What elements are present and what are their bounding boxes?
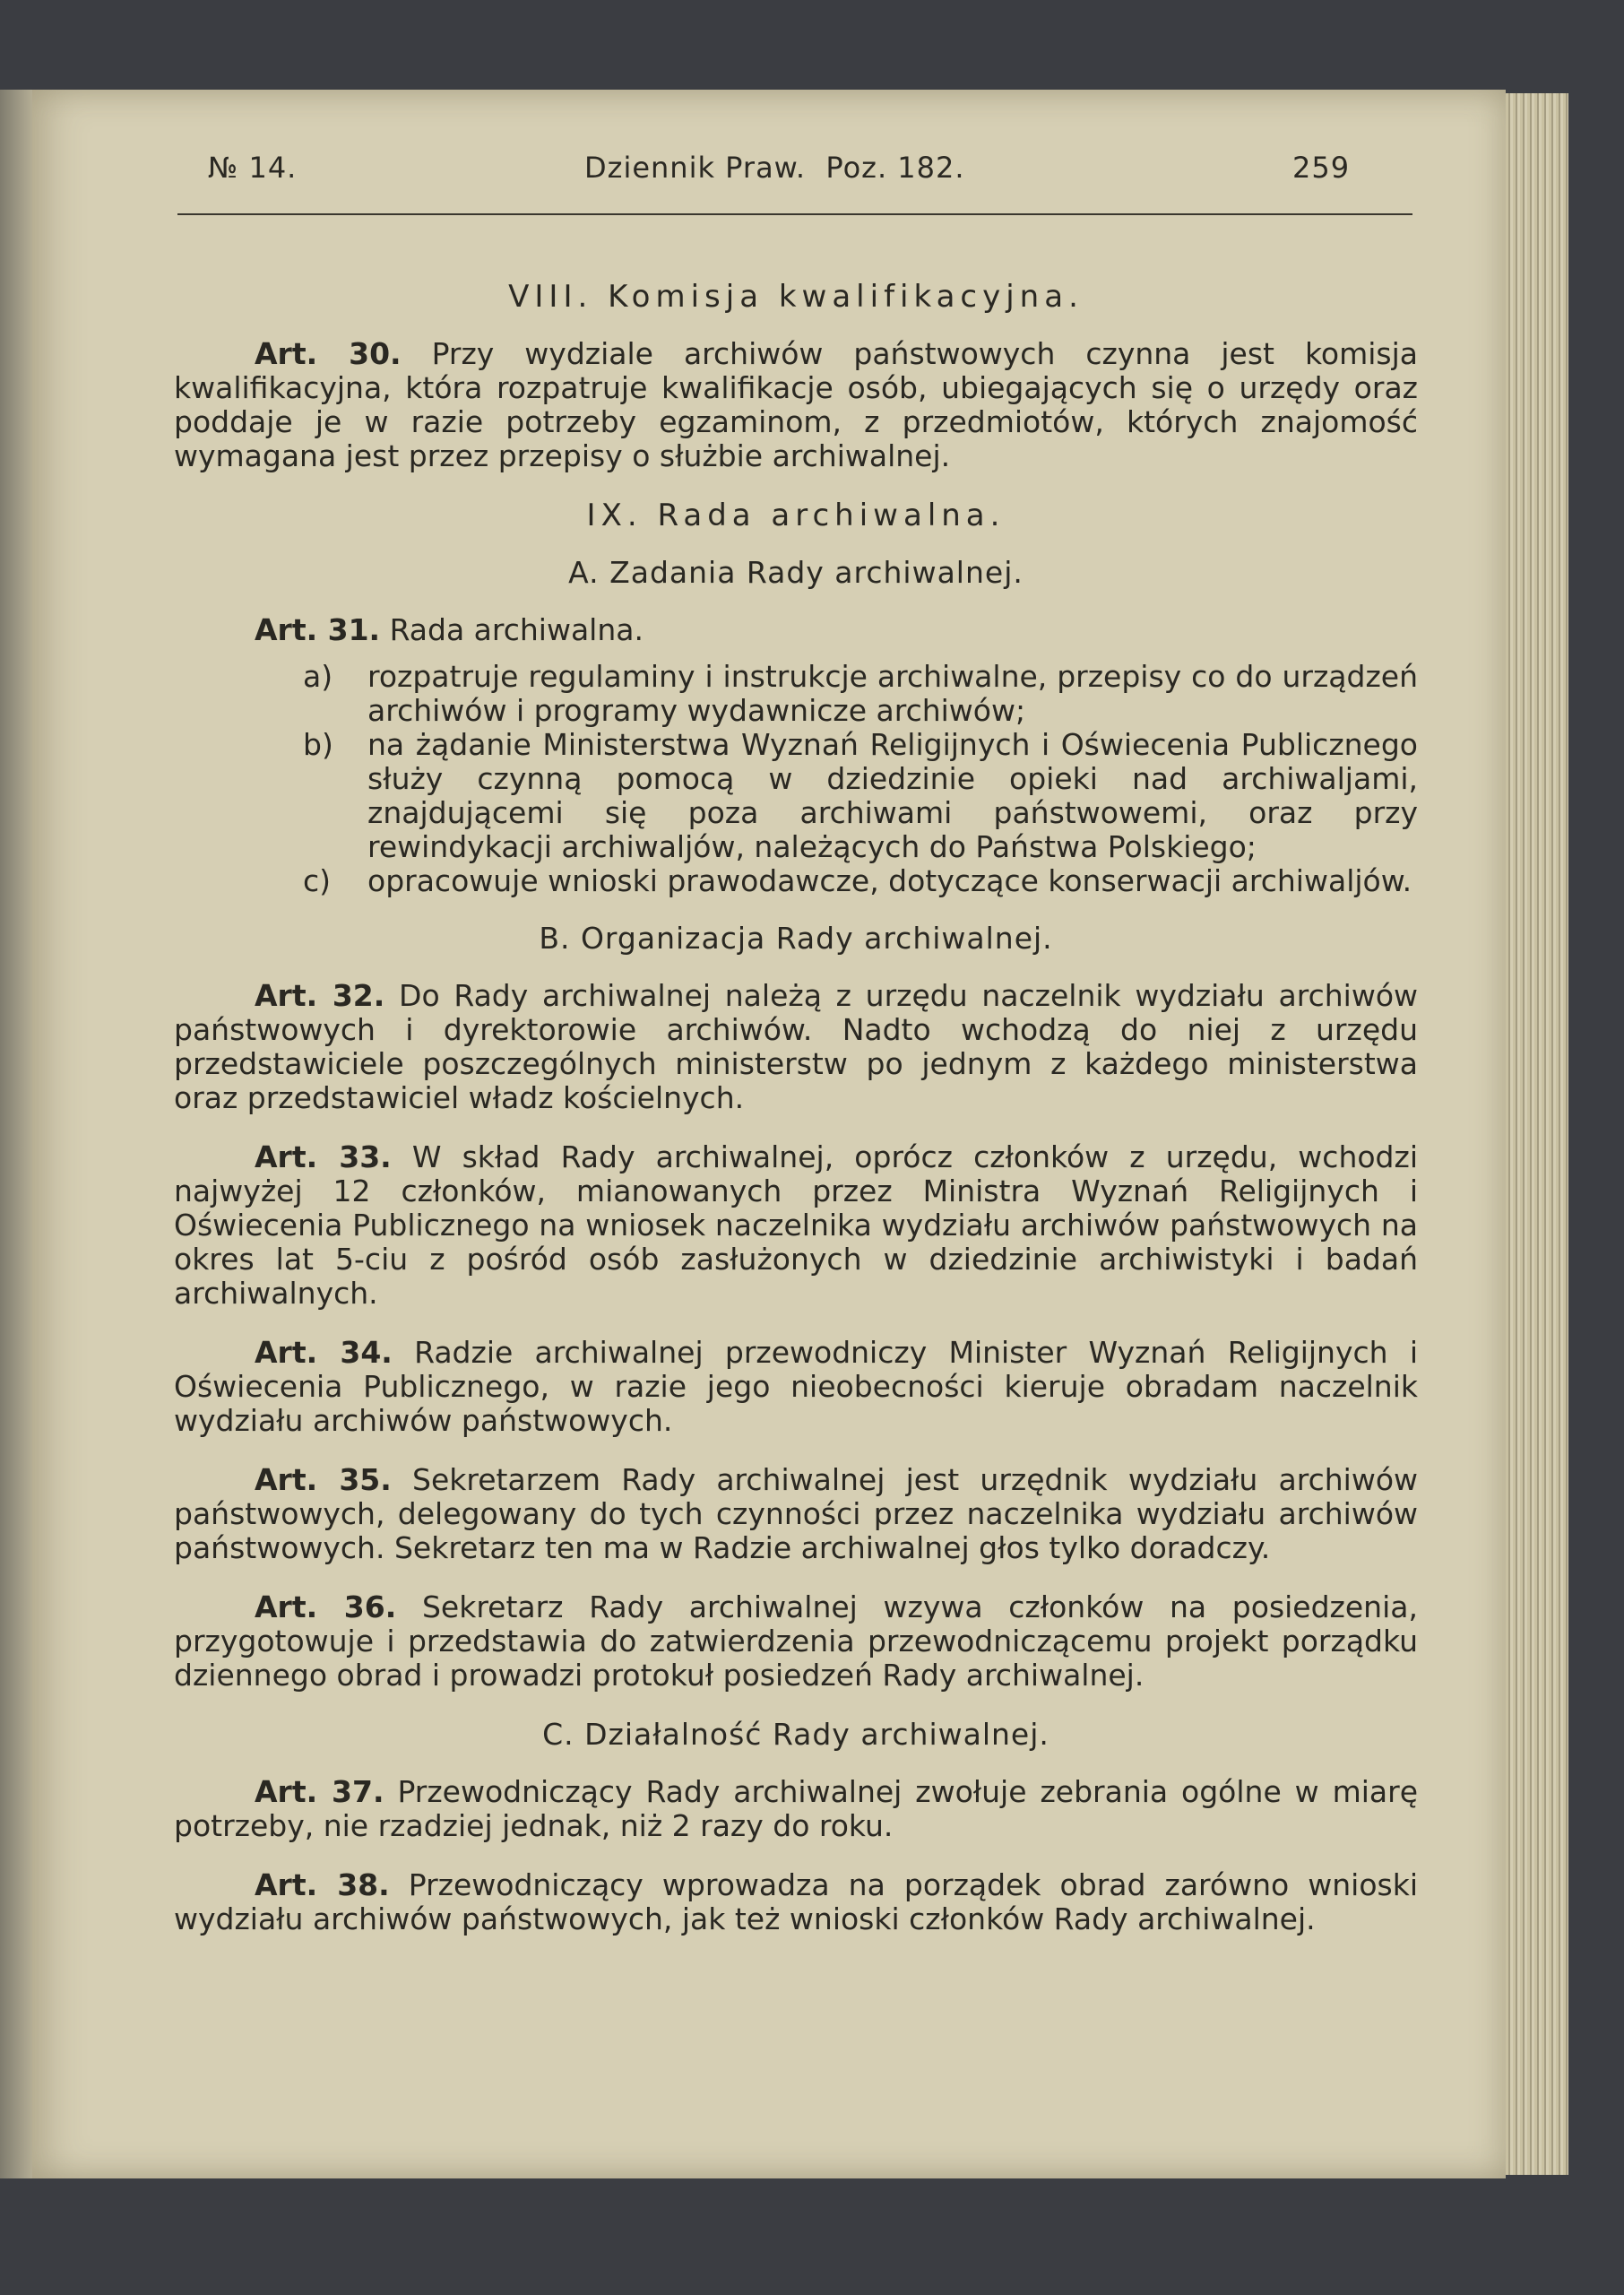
article-text: Sekretarz Rady archiwalnej wzywa członków na posiedzenia, przygotowuje i przedstawia do zatwierdzenia przewodniczącemu projekt porządku dziennego obrad i prowadzi protokuł posiedzeń Rady archiwalnej. — [174, 1589, 1418, 1693]
issue-number: № 14. — [208, 151, 298, 185]
page-stack-edge — [1506, 93, 1568, 2175]
article-label: Art. 33. — [255, 1139, 392, 1174]
article-32 — [174, 979, 1418, 1115]
article-text: Przewodniczący wprowadza na porządek obrad zarówno wnioski wydziału archiwów państwowych, jak też wnioski członków Rady archiwalnej. — [174, 1867, 1418, 1936]
list-item — [174, 660, 1418, 728]
article-text: W skład Rady archiwalnej, oprócz członków z urzędu, wchodzi najwyżej 12 członków, mianowanych przez Ministra Wyznań Religijnych i Oświecenia Publicznego na wniosek naczelnika wydziału archiwów państwowych na okres lat 5-ciu z pośród osób zasłużonych w dziedzinie archiwistyki i badań archiwalnych. — [174, 1139, 1418, 1311]
article-38 — [174, 1868, 1418, 1936]
article-30 — [174, 337, 1418, 473]
article-31 — [174, 613, 1418, 647]
page-number: 259 — [1292, 151, 1351, 185]
article-label: Art. 31. — [255, 612, 381, 647]
article-text: Do Rady archiwalnej należą z urzędu naczelnik wydziału archiwów państwowych i dyrektorowie archiwów. Nadto wchodzą do niej z urzędu przedstawiciele poszczególnych ministerstw po jednym z każdego ministerstwa oraz przedstawiciel władz kościelnych. — [174, 978, 1419, 1115]
article-33 — [174, 1140, 1418, 1311]
subsection-heading-b: B. Organizacja Rady archiwalnej. — [539, 921, 1053, 956]
article-31-items — [174, 660, 1418, 898]
item-letter: c) — [303, 863, 332, 898]
adjacent-page-edge — [0, 90, 32, 2178]
journal-title: Dziennik Praw. — [584, 151, 807, 185]
item-text: na żądanie Ministerstwa Wyznań Religijnych i Oświecenia Publicznego służy czynną pomocą w dziedzinie opieki nad archiwaljami, znajdującemi się poza archiwami państwowemi, oraz przy rewindykacji archiwaljów, należących do Państwa Polskiego; — [367, 727, 1418, 864]
subsection-heading-a: A. Zadania Rady archiwalnej. — [568, 555, 1024, 590]
list-item — [174, 728, 1418, 864]
article-label: Art. 37. — [255, 1774, 384, 1809]
section-heading-viii: VIII. Komisja kwalifikacyjna. — [508, 279, 1084, 315]
article-label: Art. 30. — [255, 336, 402, 371]
article-text: Przy wydziale archiwów państwowych czynna jest komisja kwalifikacyjna, która rozpatruje kwalifikacje osób, ubiegających się o urzędy oraz poddaje je w razie potrzeby egzaminom, z przedmiotów, których znajomość wymagana jest przez przepisy o służbie archiwalnej. — [174, 336, 1418, 473]
item-text: rozpatruje regulaminy i instrukcje archiwalne, przepisy co do urządzeń archiwów i programy wydawnicze archiwów; — [367, 659, 1418, 728]
subsection-heading-c: C. Działalność Rady archiwalnej. — [542, 1717, 1050, 1752]
item-letter: b) — [303, 727, 333, 762]
document-page — [32, 90, 1506, 2178]
item-text: opracowuje wnioski prawodawcze, dotyczące konserwacji archiwaljów. — [367, 863, 1412, 898]
article-text: Przewodniczący Rady archiwalnej zwołuje zebrania ogólne w miarę potrzeby, nie rzadziej jednak, niż 2 razy do roku. — [174, 1774, 1419, 1843]
article-34 — [174, 1336, 1418, 1438]
article-label: Art. 38. — [255, 1867, 390, 1902]
article-intro: Rada archiwalna. — [389, 612, 644, 647]
article-36 — [174, 1590, 1418, 1693]
article-35 — [174, 1463, 1418, 1565]
page-header — [32, 151, 1506, 195]
item-letter: a) — [303, 659, 333, 694]
article-37 — [174, 1775, 1418, 1843]
article-label: Art. 36. — [255, 1589, 397, 1624]
article-label: Art. 34. — [255, 1335, 393, 1370]
article-text: Sekretarzem Rady archiwalnej jest urzędnik wydziału archiwów państwowych, delegowany do tych czynności przez naczelnika wydziału archiwów państwowych. Sekretarz ten ma w Radzie archiwalnej głos tylko doradczy. — [174, 1462, 1419, 1565]
article-label: Art. 32. — [255, 978, 385, 1013]
page-content — [174, 280, 1418, 1962]
list-item — [174, 864, 1418, 898]
article-text: Radzie archiwalnej przewodniczy Minister Wyznań Religijnych i Oświecenia Publicznego, w razie jego nieobecności kieruje obradam naczelnik wydziału archiwów państwowych. — [174, 1335, 1418, 1438]
article-label: Art. 35. — [255, 1462, 392, 1497]
journal-reference — [584, 151, 965, 185]
header-rule — [177, 213, 1412, 215]
position-number: Poz. 182. — [825, 151, 965, 185]
section-heading-ix: IX. Rada archiwalna. — [586, 498, 1006, 533]
